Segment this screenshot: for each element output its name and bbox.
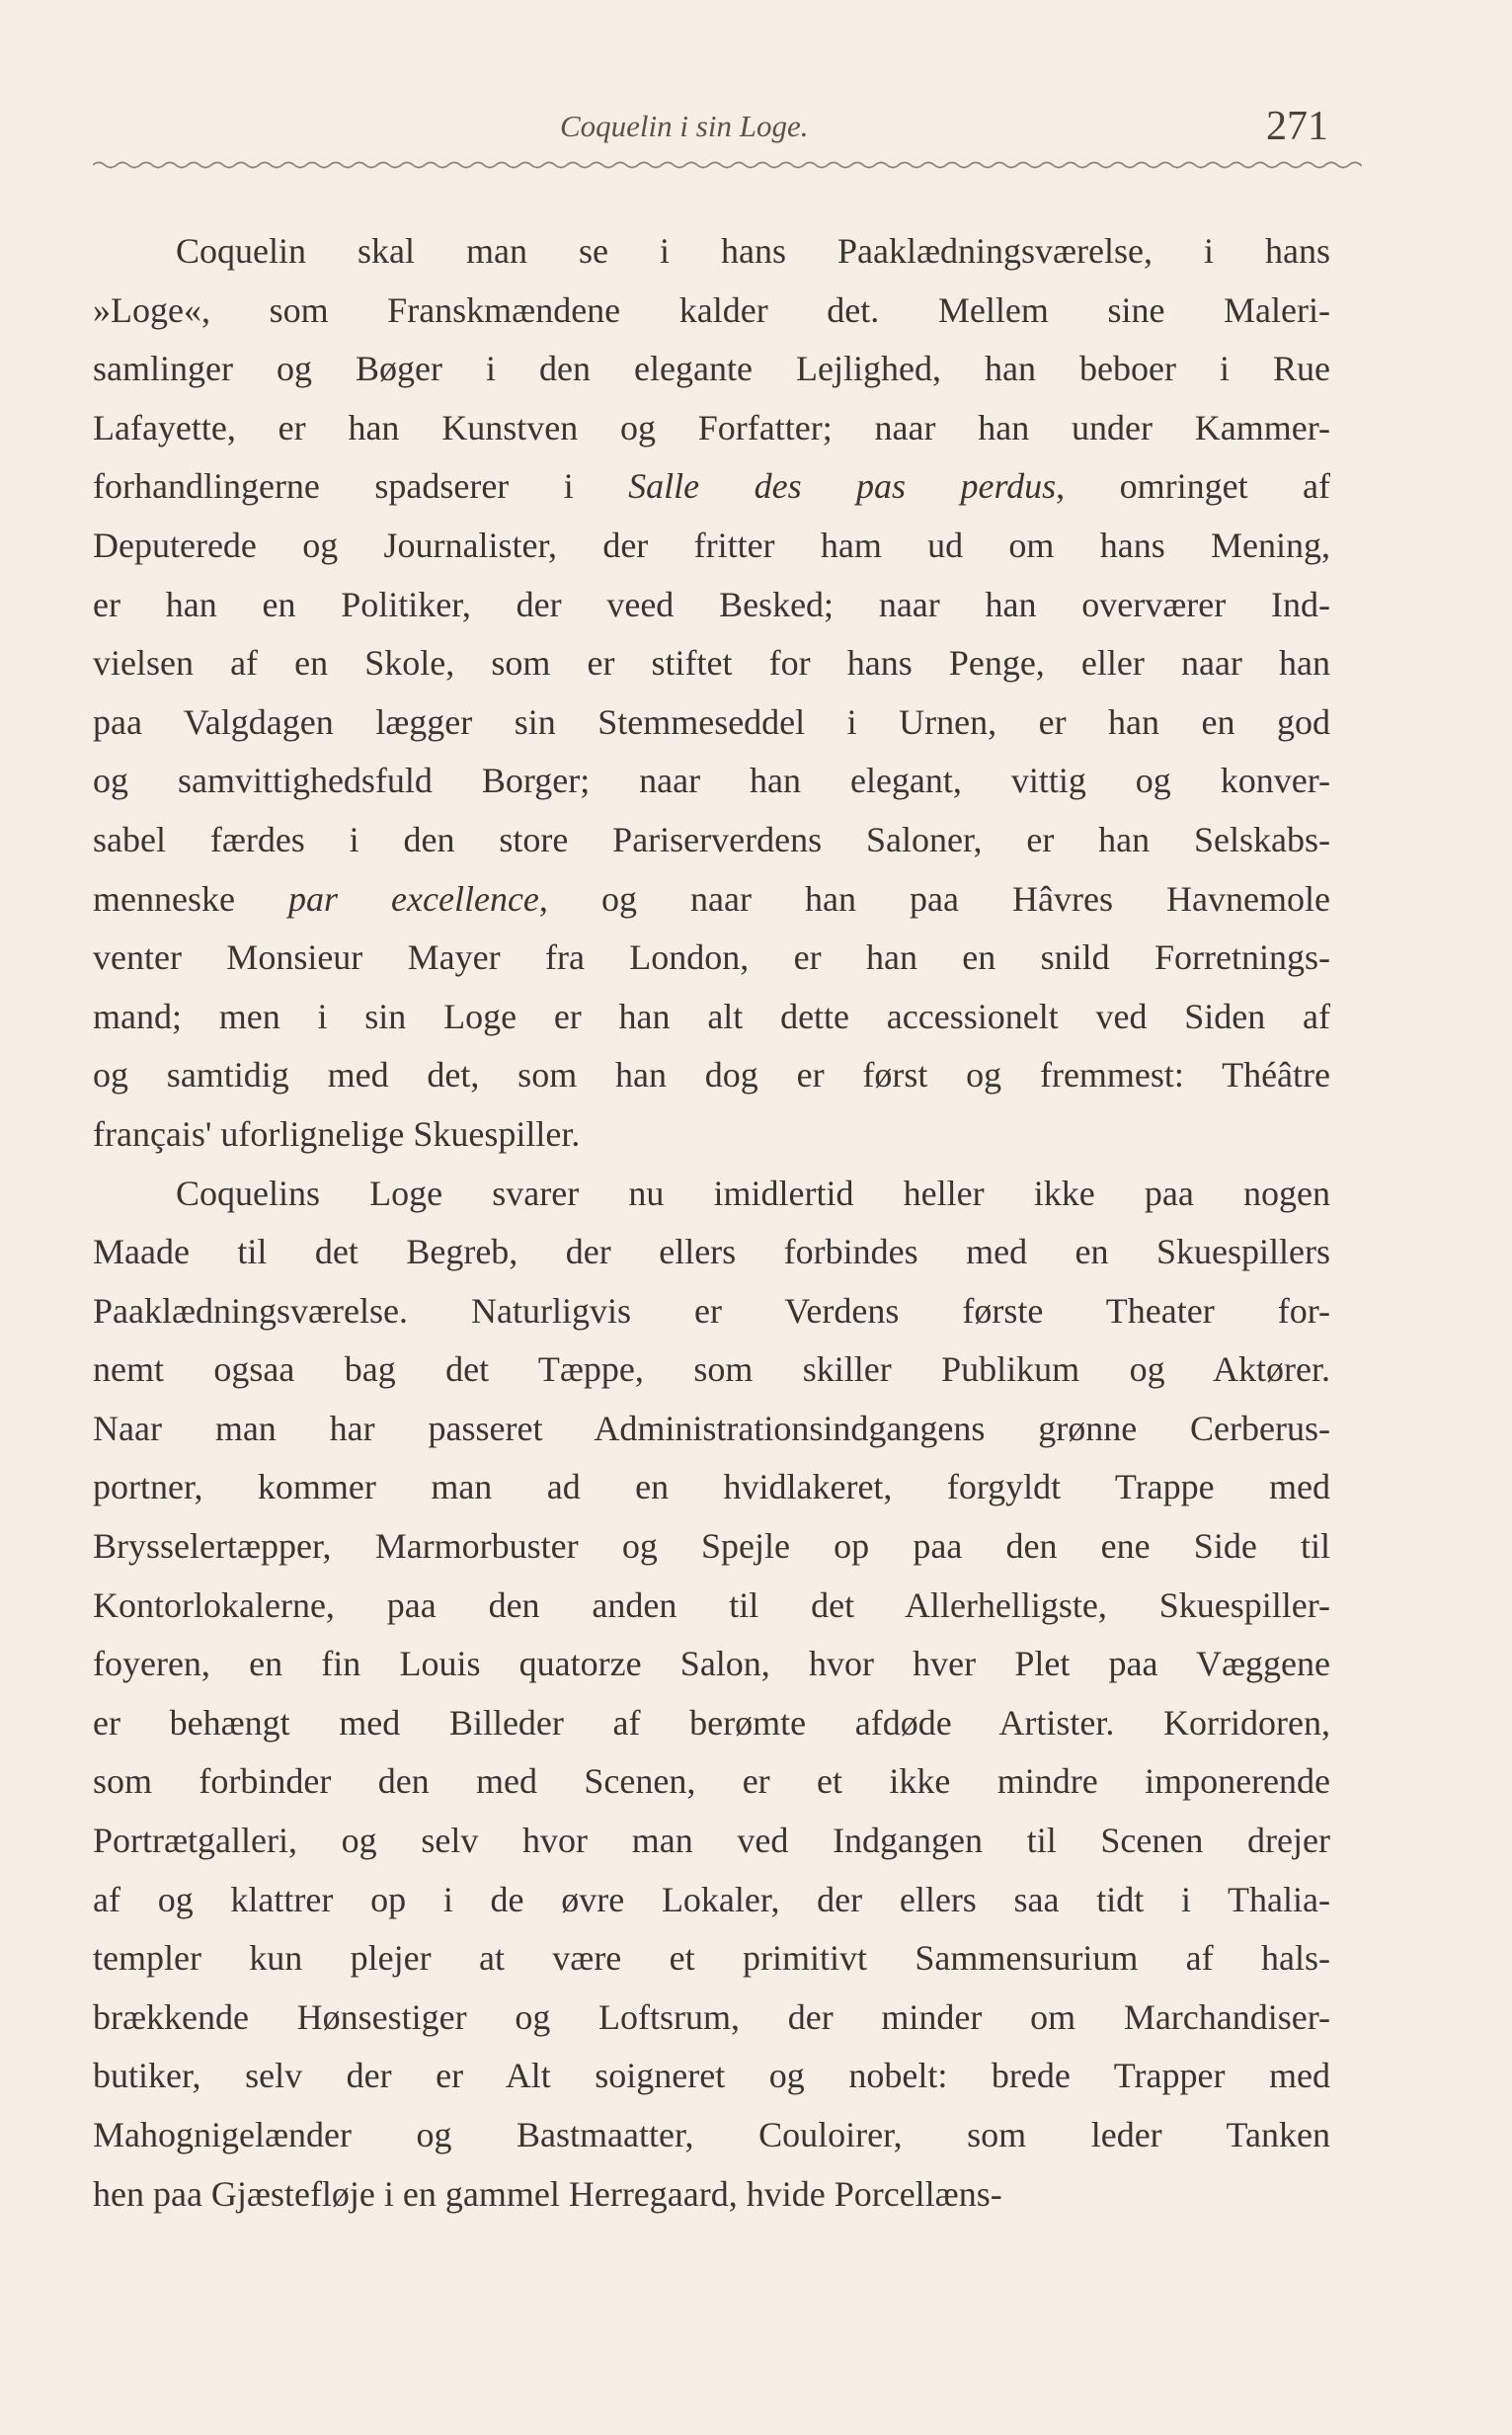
- text-segment: français' uforlignelige Skuespiller.: [93, 1113, 581, 1154]
- text-segment: er behængt med Billeder af berømte afdøde Artister. Korridoren,: [93, 1702, 1330, 1743]
- text-segment: portner, kommer man ad en hvidlakeret, forgyldt Trappe med: [93, 1467, 1330, 1507]
- text-line: [93, 1989, 1330, 2048]
- text-line: [93, 1752, 1330, 1812]
- text-segment: Coquelin skal man se i hans Paaklædningsværelse, i hans: [176, 231, 1330, 271]
- paragraph: [93, 222, 1330, 1165]
- wavy-rule-ornament: [93, 158, 1362, 172]
- body-text: [93, 222, 1330, 2224]
- text-segment: Lafayette, er han Kunstven og Forfatter; naar han under Kammer-: [93, 407, 1330, 447]
- text-segment: , og naar han paa Hâvres Havnemole: [538, 878, 1330, 919]
- text-segment: venter Monsieur Mayer fra London, er han en snild Forretnings-: [93, 937, 1330, 978]
- text-line: [93, 752, 1330, 811]
- text-line: [93, 576, 1330, 635]
- text-line: [93, 1517, 1330, 1577]
- text-line: [93, 340, 1330, 399]
- text-line: [93, 1046, 1330, 1105]
- text-line: [93, 929, 1330, 988]
- text-segment: Mahognigelænder og Bastmaatter, Couloirer, som leder Tanken: [93, 2115, 1330, 2154]
- text-segment: Deputerede og Journalister, der fritter ham ud om hans Mening,: [93, 525, 1330, 565]
- text-line: [93, 1340, 1330, 1400]
- text-segment: menneske: [93, 878, 288, 919]
- text-segment: Coquelins Loge svarer nu imidlertid heller ikke paa nogen: [176, 1173, 1330, 1213]
- text-line: [93, 2106, 1330, 2165]
- text-line: [93, 1282, 1330, 1341]
- text-line: [93, 1165, 1330, 1224]
- text-segment: hen paa Gjæstefløje i en gammel Herregaard, hvide Porcellæns-: [93, 2173, 1002, 2214]
- text-segment: brækkende Hønsestiger og Loftsrum, der minder om Marchandiser-: [93, 1996, 1330, 2037]
- text-segment: Brysselertæpper, Marmorbuster og Spejle op paa den ene Side til: [93, 1526, 1330, 1567]
- text-line: [93, 517, 1330, 576]
- page-number: 271: [1266, 104, 1328, 149]
- text-line: [93, 399, 1330, 458]
- text-segment: samlinger og Bøger i den elegante Lejlighed, han beboer i Rue: [93, 349, 1330, 389]
- text-line: [93, 634, 1330, 693]
- text-line: [93, 1635, 1330, 1694]
- text-line: [93, 988, 1330, 1047]
- text-segment: og samtidig med det, som han dog er først og fremmest: Théâtre: [93, 1055, 1330, 1096]
- text-line: [93, 222, 1330, 282]
- text-line: [93, 2165, 1330, 2225]
- running-head: [0, 104, 1512, 178]
- text-line: [93, 1105, 1330, 1165]
- text-segment: Kontorlokalerne, paa den anden til det Allerhelligste, Skuespiller-: [93, 1584, 1330, 1625]
- text-segment: som forbinder den med Scenen, er et ikke mindre imponerende: [93, 1761, 1330, 1802]
- italic-phrase: Salle des pas perdus: [628, 466, 1057, 507]
- text-line: [93, 870, 1330, 930]
- paragraph: [93, 1165, 1330, 2225]
- text-line: [93, 1458, 1330, 1517]
- text-segment: , omringet af: [1056, 466, 1330, 507]
- text-line: [93, 811, 1330, 870]
- text-segment: nemt ogsaa bag det Tæppe, som skiller Publikum og Aktører.: [93, 1349, 1330, 1390]
- text-line: [93, 693, 1330, 753]
- text-segment: og samvittighedsfuld Borger; naar han elegant, vittig og konver-: [93, 761, 1330, 801]
- text-segment: foyeren, en fin Louis quatorze Salon, hvor hver Plet paa Væggene: [93, 1644, 1330, 1684]
- text-line: [93, 1812, 1330, 1871]
- text-line: [93, 2047, 1330, 2106]
- text-segment: butiker, selv der er Alt soigneret og nobelt: brede Trapper med: [93, 2056, 1330, 2096]
- text-segment: Maade til det Begreb, der ellers forbindes med en Skuespillers: [93, 1232, 1330, 1272]
- text-segment: Paaklædningsværelse. Naturligvis er Verdens første Theater for-: [93, 1290, 1330, 1331]
- text-line: [93, 457, 1330, 517]
- text-segment: forhandlingerne spadserer i: [93, 466, 629, 507]
- text-line: [93, 1577, 1330, 1636]
- text-segment: Portrætgalleri, og selv hvor man ved Indgangen til Scenen drejer: [93, 1821, 1330, 1861]
- text-segment: paa Valgdagen lægger sin Stemmeseddel i Urnen, er han en god: [93, 701, 1330, 742]
- text-segment: vielsen af en Skole, som er stiftet for hans Penge, eller naar han: [93, 643, 1330, 684]
- text-line: [93, 1400, 1330, 1459]
- text-line: [93, 1929, 1330, 1989]
- text-line: [93, 282, 1330, 341]
- text-line: [93, 1871, 1330, 1930]
- text-segment: af og klattrer op i de øvre Lokaler, der ellers saa tidt i Thalia-: [93, 1879, 1330, 1919]
- italic-phrase: par excellence: [288, 878, 539, 919]
- text-segment: mand; men i sin Loge er han alt dette accessionelt ved Siden af: [93, 996, 1330, 1036]
- text-line: [93, 1694, 1330, 1753]
- text-segment: Naar man har passeret Administrationsindgangens grønne Cerberus-: [93, 1408, 1330, 1448]
- text-segment: sabel færdes i den store Pariserverdens Saloner, er han Selskabs-: [93, 819, 1330, 859]
- running-title: Coquelin i sin Loge.: [560, 109, 809, 143]
- text-segment: er han en Politiker, der veed Besked; naar han overværer Ind-: [93, 584, 1330, 624]
- text-line: [93, 1223, 1330, 1282]
- text-segment: »Loge«, som Franskmændene kalder det. Mellem sine Maleri-: [93, 289, 1330, 330]
- text-segment: templer kun plejer at være et primitivt Sammensurium af hals-: [93, 1938, 1330, 1979]
